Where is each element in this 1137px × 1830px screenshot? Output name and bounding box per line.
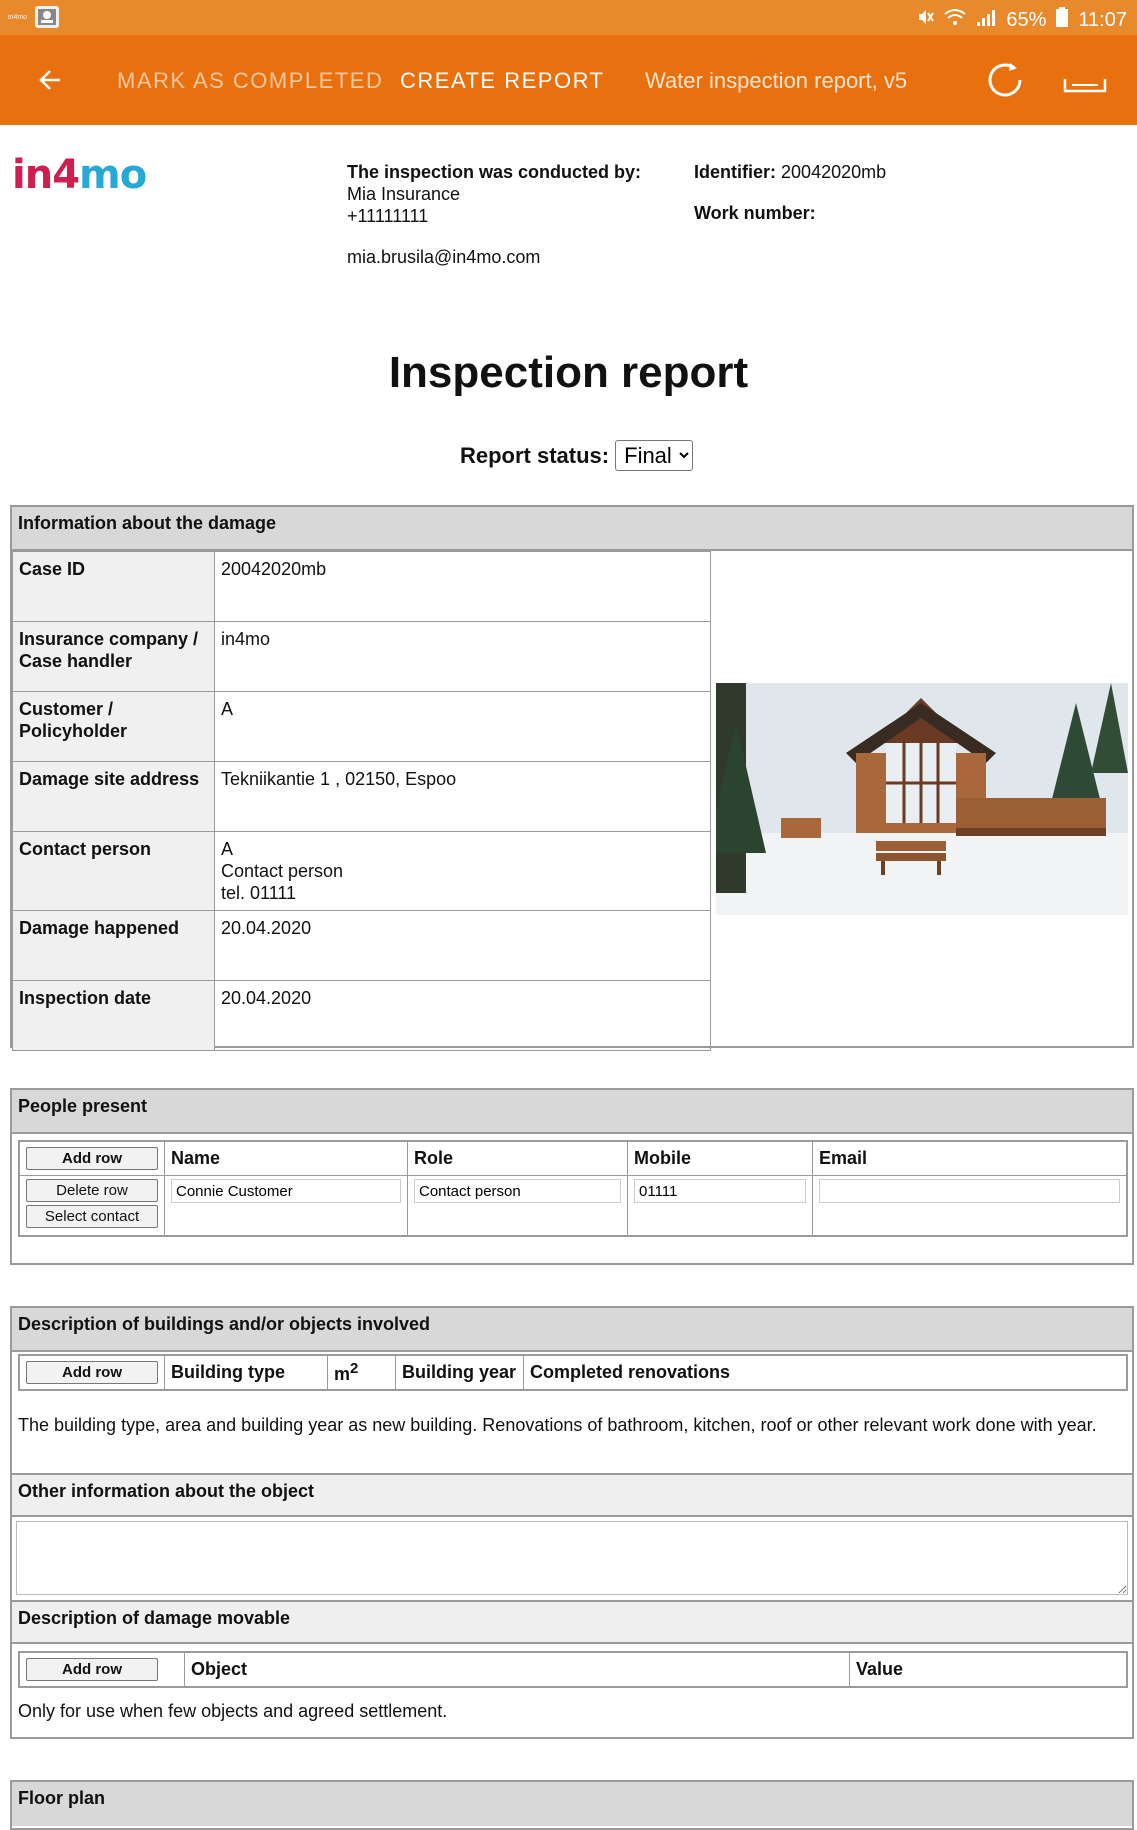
add-person-row-button[interactable]: Add row: [26, 1147, 158, 1170]
battery-icon: [1056, 7, 1068, 33]
select-contact-button[interactable]: Select contact: [26, 1205, 158, 1228]
signal-icon: [976, 8, 996, 32]
row-value: Tekniikantie 1 , 02150, Espoo: [215, 762, 711, 832]
floor-plan-section: [10, 1780, 1134, 1830]
add-movable-row-button[interactable]: Add row: [26, 1658, 158, 1681]
mark-as-completed-button[interactable]: MARK AS COMPLETED: [117, 68, 384, 93]
table-row: [13, 911, 711, 981]
app-toolbar: [0, 35, 1137, 125]
table-header-row: [20, 1356, 1127, 1390]
refresh-icon[interactable]: [980, 55, 1030, 105]
table-header-row: [20, 1142, 1127, 1176]
mute-icon: [916, 8, 934, 32]
row-value: A: [215, 692, 711, 762]
column-header-building-year: Building year: [396, 1356, 524, 1390]
damage-info-section: [10, 505, 1134, 1048]
inspector-label: The inspection was conducted by:: [347, 162, 642, 182]
report-status-label: Report status:: [460, 442, 610, 468]
delete-row-button[interactable]: Delete row: [26, 1179, 158, 1202]
row-key: Contact person: [13, 832, 215, 911]
row-key: Inspection date: [13, 981, 215, 1051]
movable-header: Description of damage movable: [12, 1600, 1132, 1644]
row-value: 20.04.2020: [215, 981, 711, 1051]
buildings-note: The building type, area and building year as new building. Renovations of bathroom, kitchen, roof or other relevant work done with year.: [18, 1415, 1097, 1435]
contact-line: Contact person: [221, 861, 344, 881]
contact-line: tel. 01111: [221, 883, 297, 903]
column-header-value: Value: [850, 1653, 1127, 1687]
row-key: Damage site address: [13, 762, 215, 832]
status-left: [8, 6, 59, 28]
column-header-mobile: Mobile: [628, 1142, 813, 1176]
report-status-select[interactable]: [615, 440, 693, 471]
table-row: [13, 552, 711, 622]
report-template-title: Water inspection report, v5: [645, 68, 908, 93]
row-key: Insurance company / Case handler: [13, 622, 215, 692]
buildings-section: [10, 1306, 1134, 1739]
row-value: 20042020mb: [215, 552, 711, 622]
add-building-row-button[interactable]: Add row: [26, 1361, 158, 1384]
tray-icon[interactable]: [1062, 73, 1108, 97]
damage-info-header: Information about the damage: [12, 507, 1132, 551]
people-present-section: [10, 1088, 1134, 1265]
table-row: [13, 832, 711, 911]
app-notification-label: in4mo: [8, 13, 28, 21]
inspector-info: [347, 161, 641, 268]
column-header-email: Email: [813, 1142, 1127, 1176]
table-row: [13, 981, 711, 1051]
row-key: Damage happened: [13, 911, 215, 981]
column-header-name: Name: [165, 1142, 408, 1176]
identifier-block: [694, 161, 886, 224]
identifier-value: 20042020mb: [781, 162, 887, 182]
inspector-phone: +11111111: [347, 206, 429, 226]
buildings-table-wrapper: [18, 1354, 1128, 1391]
inspector-company: Mia Insurance: [347, 184, 461, 204]
person-name-input[interactable]: [171, 1179, 401, 1203]
report-status-row: [460, 440, 693, 471]
table-row: [13, 762, 711, 832]
row-value: in4mo: [215, 622, 711, 692]
person-email-input[interactable]: [819, 1179, 1120, 1203]
wifi-icon: [944, 8, 966, 32]
column-header-role: Role: [408, 1142, 628, 1176]
table-row: [13, 622, 711, 692]
row-key: Case ID: [13, 552, 215, 622]
floor-plan-header: Floor plan: [12, 1782, 1132, 1826]
page-title: Inspection report: [388, 348, 749, 397]
buildings-table: [19, 1355, 1127, 1390]
people-present-table: [19, 1141, 1127, 1236]
movable-table: [19, 1652, 1127, 1687]
table-row: [20, 1176, 1127, 1236]
identifier-label: Identifier:: [694, 162, 777, 182]
other-info-header: Other information about the object: [12, 1473, 1132, 1517]
column-header-renovations: Completed renovations: [524, 1356, 1127, 1390]
people-present-table-wrapper: [18, 1140, 1128, 1237]
create-report-button[interactable]: CREATE REPORT: [400, 68, 605, 93]
in4mo-logo: in4mo: [12, 152, 147, 198]
inspector-email: mia.brusila@in4mo.com: [347, 247, 541, 267]
damage-info-table: [12, 551, 711, 1051]
person-mobile-input[interactable]: [634, 1179, 806, 1203]
system-status-bar: [0, 0, 1137, 35]
column-header-building-type: Building type: [165, 1356, 328, 1390]
row-value: [215, 832, 711, 911]
contact-line: A: [221, 839, 234, 859]
row-value: 20.04.2020: [215, 911, 711, 981]
row-key: Customer / Policyholder: [13, 692, 215, 762]
work-number-label: Work number:: [694, 203, 816, 223]
property-photo: [716, 683, 1128, 915]
movable-table-wrapper: [18, 1651, 1128, 1688]
column-header-area: $m^2$: [328, 1356, 396, 1390]
people-present-header: People present: [12, 1090, 1132, 1134]
battery-percent: 65%: [1006, 8, 1047, 31]
back-arrow-icon[interactable]: [34, 63, 68, 97]
status-right: [916, 7, 1127, 33]
column-header-object: Object: [185, 1653, 850, 1687]
movable-note: Only for use when few objects and agreed settlement.: [18, 1701, 448, 1721]
table-header-row: [20, 1653, 1127, 1687]
clock: 11:07: [1078, 8, 1127, 31]
table-row: [13, 692, 711, 762]
buildings-header: Description of buildings and/or objects involved: [12, 1308, 1132, 1352]
person-role-input[interactable]: [414, 1179, 621, 1203]
app-notification-icon: [35, 6, 59, 28]
other-info-textarea[interactable]: [16, 1521, 1128, 1595]
